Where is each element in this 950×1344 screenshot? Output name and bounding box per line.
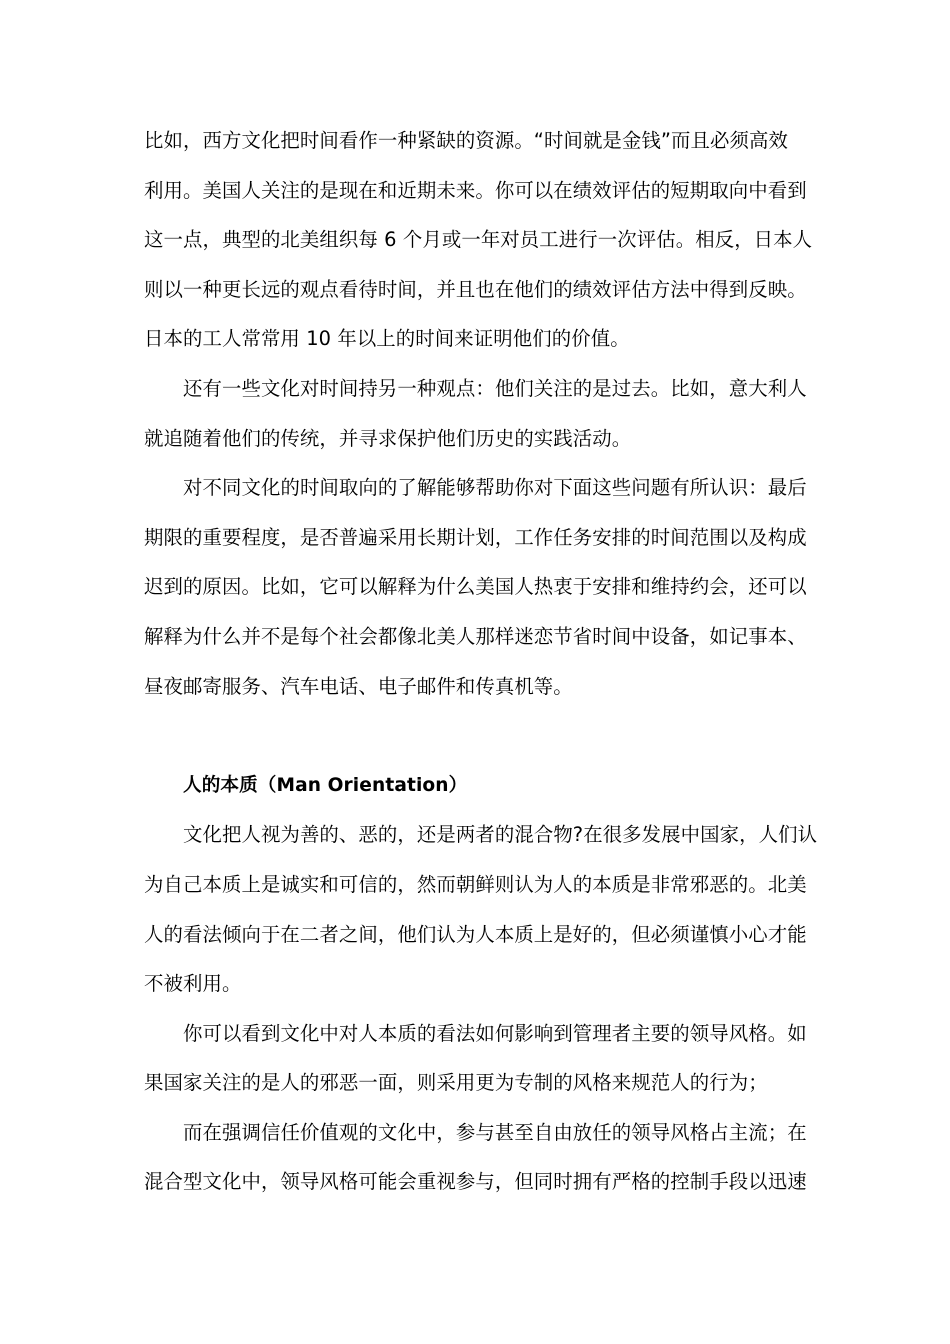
paragraph-trust-cultures <box>144 1108 808 1207</box>
text-line: 日本的工人常常用 10 年以上的时间来证明他们的价值。 <box>144 327 630 351</box>
text-line: 而在强调信任价值观的文化中，参与甚至自由放任的领导风格占主流；在 <box>183 1120 807 1144</box>
section-spacer <box>144 711 808 761</box>
text-line: 果国家关注的是人的邪恶一面，则采用更为专制的风格来规范人的行为； <box>144 1071 768 1095</box>
paragraph-past-orientation <box>144 364 808 463</box>
text-line: 解释为什么并不是每个社会都像北美人那样迷恋节省时间中设备，如记事本、 <box>144 624 807 648</box>
paragraph-leadership-style <box>144 1009 808 1108</box>
text-line: 迟到的原因。比如，它可以解释为什么美国人热衷于安排和维持约会，还可以 <box>144 575 807 599</box>
text-line: 利用。美国人关注的是现在和近期未来。你可以在绩效评估的短期取向中看到 <box>144 178 807 202</box>
section-heading-man-orientation <box>144 761 808 811</box>
paragraph-good-or-evil <box>144 810 818 1008</box>
document-page <box>144 116 818 1207</box>
text-line: 还有一些文化对时间持另一种观点：他们关注的是过去。比如，意大利人 <box>183 376 807 400</box>
text-line: 这一点，典型的北美组织每 6 个月或一年对员工进行一次评估。相反，日本人 <box>144 228 813 252</box>
text-line: 期限的重要程度，是否普遍采用长期计划，工作任务安排的时间范围以及构成 <box>144 525 807 549</box>
text-line: 你可以看到文化中对人本质的看法如何影响到管理者主要的领导风格。如 <box>183 1021 807 1045</box>
text-line: 对不同文化的时间取向的了解能够帮助你对下面这些问题有所认识：最后 <box>183 476 807 500</box>
section-heading: 人的本质（Man Orientation） <box>183 774 468 796</box>
text-line: 比如，西方文化把时间看作一种紧缺的资源。“时间就是金钱”而且必须高效 <box>144 129 788 152</box>
text-line: 昼夜邮寄服务、汽车电话、电子邮件和传真机等。 <box>144 674 573 698</box>
text-line: 为自己本质上是诚实和可信的，然而朝鲜则认为人的本质是非常邪恶的。北美 <box>144 872 807 896</box>
text-line: 文化把人视为善的、恶的，还是两者的混合物?在很多发展中国家，人们认 <box>183 823 818 847</box>
paragraph-time-understanding <box>144 463 808 711</box>
paragraph-western-time <box>144 116 813 364</box>
text-line: 混合型文化中，领导风格可能会重视参与，但同时拥有严格的控制手段以迅速 <box>144 1170 807 1194</box>
text-line: 人的看法倾向于在二者之间，他们认为人本质上是好的，但必须谨慎小心才能 <box>144 922 807 946</box>
text-line: 就追随着他们的传统，并寻求保护他们历史的实践活动。 <box>144 426 632 450</box>
text-line: 则以一种更长远的观点看待时间，并且也在他们的绩效评估方法中得到反映。 <box>144 277 807 301</box>
text-line: 不被利用。 <box>144 972 242 996</box>
